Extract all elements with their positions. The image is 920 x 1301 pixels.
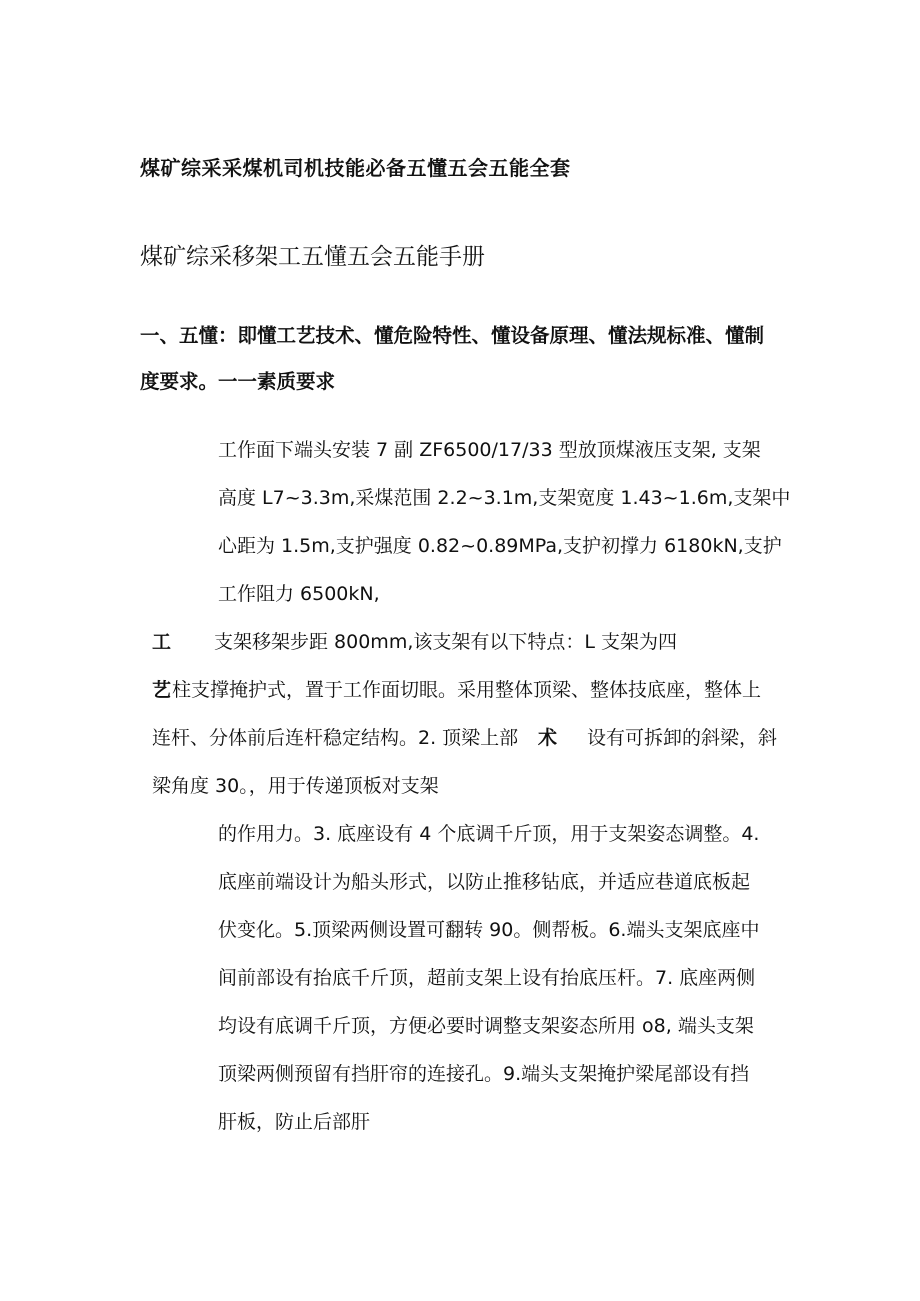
side-label-yi: 艺	[152, 679, 172, 701]
paragraph1-line-2: 高度 L7~3.3m,采煤范围 2.2~3.1m,支架宽度 1.43~1.6m,支架中	[218, 487, 791, 509]
section-heading-line-1: 一、五懂：即懂工艺技术、懂危险特性、懂设备原理、懂法规标准、懂制	[140, 324, 765, 347]
paragraph3-line-7: 肝板，防止后部肝	[218, 1111, 371, 1133]
side-label-shu: 术	[538, 727, 558, 749]
document-title: 煤矿综采采煤机司机技能必备五懂五会五能全套	[140, 156, 571, 180]
paragraph3-line-3: 伏变化。5.顶梁两侧设置可翻转 90。侧帮板。6.端头支架底座中	[218, 919, 760, 941]
paragraph3-line-4: 间前部设有抬底千斤顶，超前支架上设有抬底压杆。7. 底座两侧	[218, 967, 756, 989]
paragraph2-line-3b: 设有可拆卸的斜梁，斜	[587, 727, 778, 749]
paragraph1-line-1: 工作面下端头安装 7 副 ZF6500/17/33 型放顶煤液压支架, 支架	[218, 439, 761, 461]
paragraph3-line-6: 顶梁两侧预留有挡肝帘的连接孔。9.端头支架掩护梁尾部设有挡	[218, 1063, 750, 1085]
paragraph1-line-3: 心距为 1.5m,支护强度 0.82~0.89MPa,支护初撑力 6180kN,支护	[218, 535, 782, 557]
document-subtitle: 煤矿综采移架工五懂五会五能手册	[140, 244, 485, 270]
paragraph2-line-3a: 连杆、分体前后连杆稳定结构。2. 顶梁上部	[152, 727, 519, 749]
paragraph3-line-5: 均设有底调千斤顶，方便必要时调整支架姿态所用 o8, 端头支架	[218, 1015, 754, 1037]
paragraph2-line-4: 梁角度 30。，用于传递顶板对支架	[152, 775, 439, 797]
paragraph3-line-1: 的作用力。3. 底座设有 4 个底调千斤顶，用于支架姿态调整。4.	[218, 823, 760, 845]
paragraph2-line-2: 柱支撑掩护式，置于工作面切眼。采用整体顶梁、整体技底座，整体上	[172, 679, 762, 701]
section-heading-line-2: 度要求。一一素质要求	[140, 370, 336, 393]
side-label-gong: 工	[152, 631, 172, 653]
paragraph2-line-1: 支架移架步距 800mm,该支架有以下特点：L 支架为四	[214, 631, 677, 653]
paragraph3-line-2: 底座前端设计为船头形式，以防止推移钻底，并适应巷道底板起	[218, 871, 751, 893]
paragraph1-line-4: 工作阻力 6500kN,	[218, 583, 380, 605]
